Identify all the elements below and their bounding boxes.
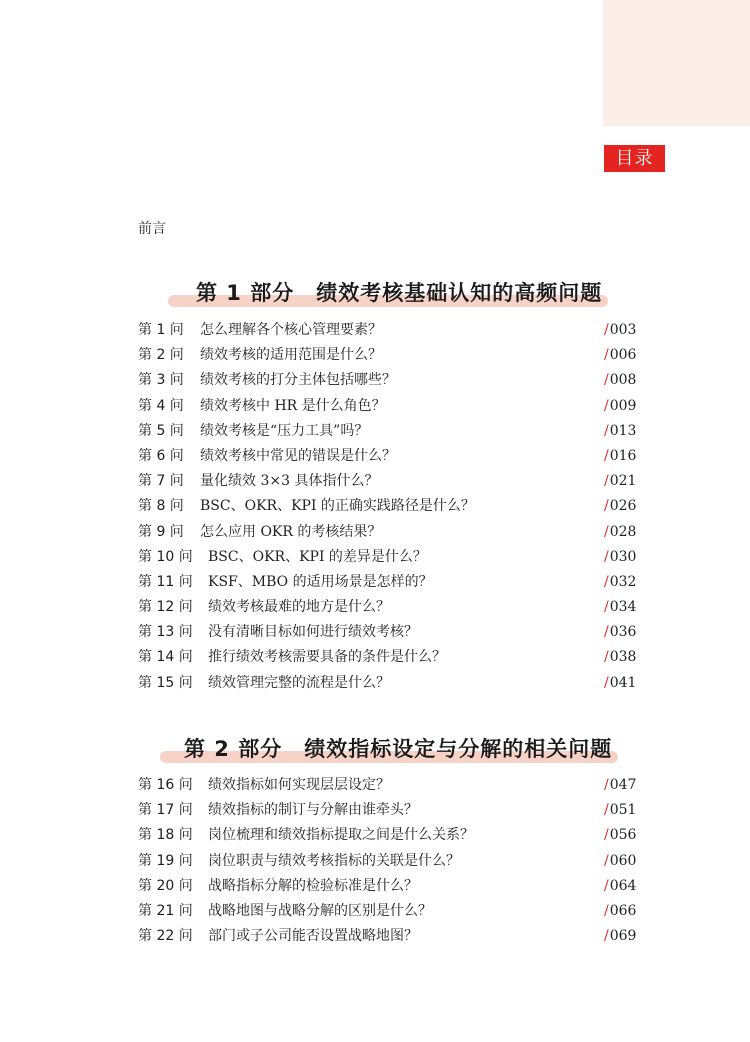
question-text: 推行绩效考核需要具备的条件是什么？ (208, 649, 446, 666)
page-slash: / (604, 674, 609, 691)
page-number (604, 645, 636, 670)
page-value: 009 (609, 397, 637, 414)
toc-entry[interactable] (0, 773, 750, 798)
part-title: 第 1 部分 绩效考核基础认知的高频问题 (196, 281, 603, 305)
toc-entry[interactable] (0, 899, 750, 924)
page-slash: / (604, 498, 609, 515)
question-text: 绩效考核最难的地方是什么？ (208, 599, 390, 616)
question-text: BSC、OKR、KPI 的正确实践路径是什么？ (200, 498, 475, 515)
page-number (604, 368, 636, 393)
question-text: 绩效考核是“压力工具”吗？ (200, 422, 369, 439)
page-slash: / (604, 802, 609, 819)
question-text: 绩效考核的适用范围是什么？ (200, 347, 382, 364)
part-heading (0, 733, 750, 773)
question-number: 第 15 问 (138, 674, 193, 691)
toc-entry[interactable] (0, 620, 750, 645)
question-number: 第 3 问 (138, 372, 184, 389)
question-text: 绩效考核的打分主体包括哪些？ (200, 372, 396, 389)
question-text: 怎么应用 OKR 的考核结果？ (200, 523, 382, 540)
page-number (604, 595, 636, 620)
page-value: 034 (609, 599, 637, 616)
page-value: 069 (609, 928, 637, 945)
page-number (604, 773, 636, 798)
toc-entry[interactable] (0, 671, 750, 696)
page-value: 056 (609, 827, 637, 844)
page-value: 030 (609, 548, 637, 565)
page-value: 064 (609, 877, 637, 894)
part-title: 第 2 部分 绩效指标设定与分解的相关问题 (184, 737, 613, 761)
question-text: 绩效考核中常见的错误是什么？ (200, 447, 396, 464)
question-number: 第 7 问 (138, 473, 184, 490)
question-number: 第 20 问 (138, 877, 193, 894)
part-2-entries (0, 773, 750, 949)
page-slash: / (604, 928, 609, 945)
question-text: 绩效指标如何实现层层设定？ (208, 777, 390, 793)
page-slash: / (604, 322, 609, 338)
page-number (604, 798, 636, 823)
page-slash: / (604, 852, 609, 869)
page-slash: / (604, 777, 609, 793)
page-number (604, 419, 636, 444)
question-text: KSF、MBO 的适用场景是怎样的？ (208, 573, 433, 590)
page-slash: / (604, 523, 609, 540)
page-number (604, 343, 636, 368)
question-text: 没有清晰目标如何进行绩效考核？ (208, 624, 418, 641)
page-value: 038 (609, 649, 637, 666)
page-slash: / (604, 447, 609, 464)
part-2-section (0, 733, 750, 773)
toc-entry[interactable] (0, 394, 750, 419)
page-value: 016 (609, 447, 637, 464)
page-number (604, 444, 636, 469)
page-slash: / (604, 548, 609, 565)
page-value: 036 (609, 624, 637, 641)
toc-entry[interactable] (0, 798, 750, 823)
toc-entry[interactable] (0, 874, 750, 899)
page-slash: / (604, 347, 609, 364)
question-text: 怎么理解各个核心管理要素？ (200, 322, 382, 338)
part-1-entries (0, 318, 750, 696)
toc-entry[interactable] (0, 545, 750, 570)
page-value: 051 (609, 802, 637, 819)
toc-entry[interactable] (0, 849, 750, 874)
question-number: 第 1 问 (138, 322, 184, 338)
toc-entry[interactable] (0, 469, 750, 494)
page-number (604, 671, 636, 696)
question-text: 岗位梳理和绩效指标提取之间是什么关系？ (208, 827, 474, 844)
page-value: 008 (609, 372, 637, 389)
question-number: 第 21 问 (138, 902, 193, 919)
page-slash: / (604, 473, 609, 490)
question-number: 第 17 问 (138, 802, 193, 819)
toc-entry[interactable] (0, 924, 750, 949)
page-slash: / (604, 397, 609, 414)
page-value: 041 (609, 674, 637, 691)
page-slash: / (604, 877, 609, 894)
page-value: 006 (609, 347, 637, 364)
toc-entry[interactable] (0, 419, 750, 444)
page-number (604, 545, 636, 570)
page-value: 028 (609, 523, 637, 540)
page-slash: / (604, 573, 609, 590)
question-number: 第 4 问 (138, 397, 184, 414)
page-number (604, 520, 636, 545)
page-value: 026 (609, 498, 637, 515)
corner-decoration (603, 0, 750, 126)
question-text: 战略地图与战略分解的区别是什么？ (208, 902, 432, 919)
toc-entry[interactable] (0, 494, 750, 519)
page-number (604, 469, 636, 494)
page-slash: / (604, 624, 609, 641)
page-value: 047 (609, 777, 637, 793)
page-number (604, 494, 636, 519)
toc-entry[interactable] (0, 595, 750, 620)
part-heading (0, 277, 750, 317)
page-value: 066 (609, 902, 637, 919)
question-text: 战略指标分解的检验标准是什么？ (208, 877, 418, 894)
toc-entry[interactable] (0, 570, 750, 595)
page-value: 060 (609, 852, 637, 869)
page-number (604, 318, 636, 343)
page-slash: / (604, 827, 609, 844)
question-number: 第 14 问 (138, 649, 193, 666)
toc-entry[interactable] (0, 368, 750, 393)
toc-entry-preface[interactable]: 前言 (138, 221, 166, 237)
page-slash: / (604, 422, 609, 439)
toc-entry[interactable] (0, 520, 750, 545)
page-number (604, 620, 636, 645)
question-number: 第 2 问 (138, 347, 184, 364)
question-text: 绩效管理完整的流程是什么？ (208, 674, 390, 691)
toc-entry[interactable] (0, 444, 750, 469)
question-text: 绩效考核中 HR 是什么角色？ (200, 397, 386, 414)
question-number: 第 11 问 (138, 573, 193, 590)
question-number: 第 8 问 (138, 498, 184, 515)
question-number: 第 19 问 (138, 852, 193, 869)
question-text: 绩效指标的制订与分解由谁牵头？ (208, 802, 418, 819)
page-number (604, 924, 636, 949)
page-number (604, 823, 636, 848)
page-number (604, 899, 636, 924)
question-number: 第 22 问 (138, 928, 193, 945)
question-number: 第 13 问 (138, 624, 193, 641)
toc-badge: 目录 (604, 145, 665, 172)
question-text: 量化绩效 3×3 具体指什么？ (200, 473, 379, 490)
toc-entry[interactable] (0, 823, 750, 848)
question-number: 第 16 问 (138, 777, 193, 793)
part-1-section (0, 277, 750, 317)
question-number: 第 12 问 (138, 599, 193, 616)
page-number (604, 874, 636, 899)
page-value: 013 (609, 422, 637, 439)
question-number: 第 10 问 (138, 548, 193, 565)
question-number: 第 5 问 (138, 422, 184, 439)
question-text: BSC、OKR、KPI 的差异是什么？ (208, 548, 427, 565)
page-slash: / (604, 649, 609, 666)
page-slash: / (604, 902, 609, 919)
question-number: 第 18 问 (138, 827, 193, 844)
question-text: 部门或子公司能否设置战略地图？ (208, 928, 418, 945)
page-value: 003 (609, 322, 637, 338)
page-number (604, 570, 636, 595)
page-value: 032 (609, 573, 637, 590)
toc-entry[interactable] (0, 645, 750, 670)
page-slash: / (604, 599, 609, 616)
question-number: 第 9 问 (138, 523, 184, 540)
page-value: 021 (609, 473, 637, 490)
page-number (604, 394, 636, 419)
toc-entry[interactable] (0, 343, 750, 368)
page-slash: / (604, 372, 609, 389)
question-text: 岗位职责与绩效考核指标的关联是什么？ (208, 852, 460, 869)
page-number (604, 849, 636, 874)
question-number: 第 6 问 (138, 447, 184, 464)
toc-entry[interactable] (0, 318, 750, 343)
